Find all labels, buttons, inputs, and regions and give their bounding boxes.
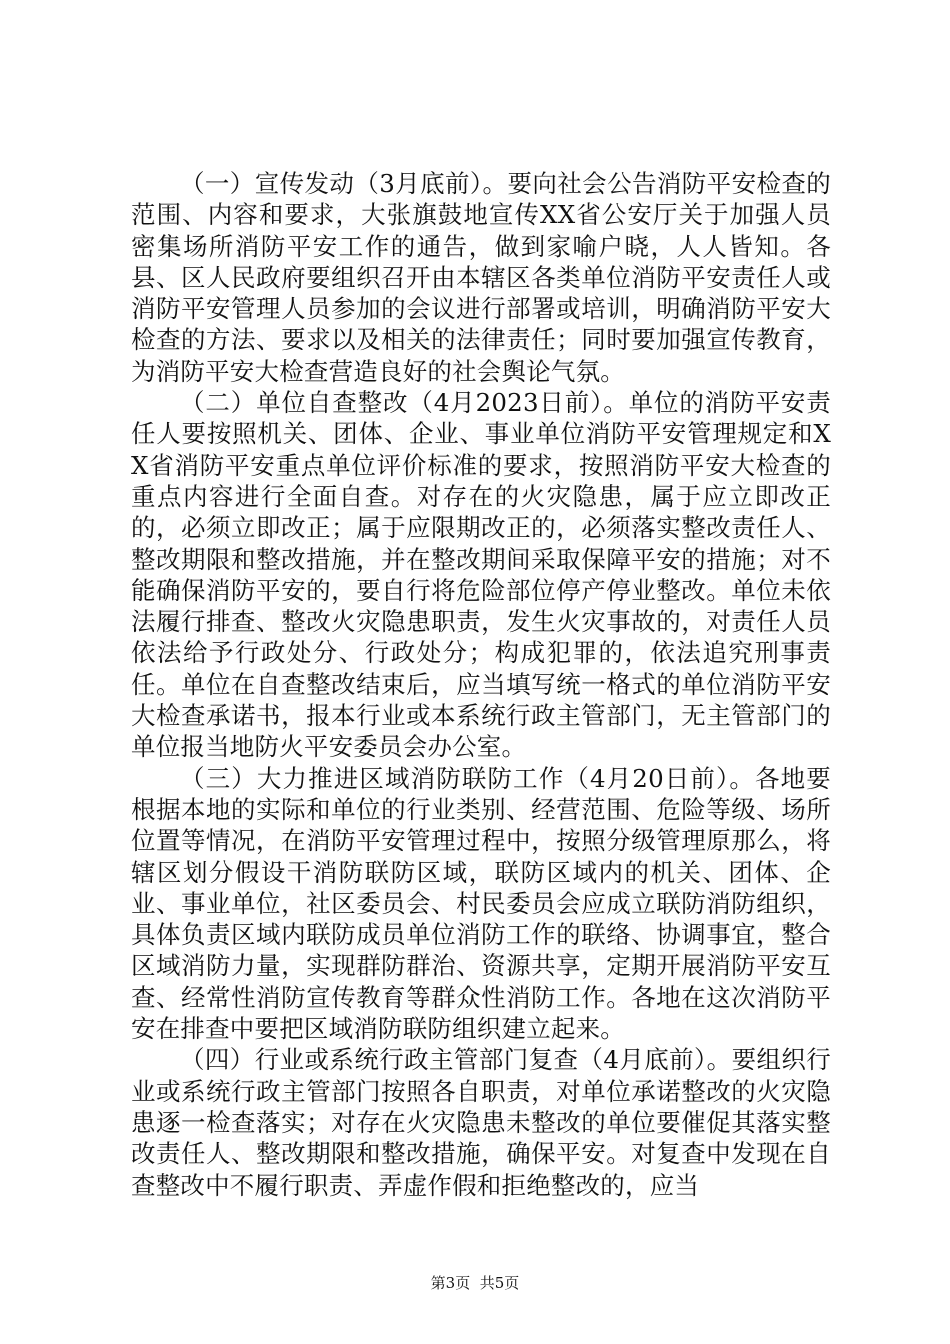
paragraph-1: （一）宣传发动（3月底前）。要向社会公告消防平安检查的范围、内容和要求，大张旗鼓地宣传XX省公安厅关于加强人员密集场所消防平安工作的通告，做到家喻户晓，人人皆知。各县、区人民政府要组织召开由本辖区各类单位消防平安责任人或消防平安管理人员参加的会议进行部署或培训，明确消防平安大检查的方法、要求以及相关的法律责任；同时要加强宣传教育，为消防平安大检查营造良好的社会舆论气氛。	[131, 169, 831, 386]
paragraph-3: （三）大力推进区域消防联防工作（4月20日前）。各地要根据本地的实际和单位的行业类别、经营范围、危险等级、场所位置等情况，在消防平安管理过程中，按照分级管理原那么，将辖区划分假设干消防联防区域，联防区域内的机关、团体、企业、事业单位，社区委员会、村民委员会应成立联防消防组织，具体负责区域内联防成员单位消防工作的联络、协调事宜，整合区域消防力量，实现群防群治、资源共享，定期开展消防平安互查、经常性消防宣传教育等群众性消防工作。各地在这次消防平安在排查中要把区域消防联防组织建立起来。	[131, 763, 831, 1044]
paragraph-4: （四）行业或系统行政主管部门复查（4月底前）。要组织行业或系统行政主管部门按照各自职责，对单位承诺整改的火灾隐患逐一检查落实；对存在火灾隐患未整改的单位要催促其落实整改责任人、整改期限和整改措施，确保平安。对复查中发现在自查整改中不履行职责、弄虚作假和拒绝整改的，应当	[131, 1045, 831, 1200]
document-body	[131, 168, 831, 1201]
page-footer	[0, 1273, 950, 1293]
paragraph-2: （二）单位自查整改（4月2023日前）。单位的消防平安责任人要按照机关、团体、企业、事业单位消防平安管理规定和XX省消防平安重点单位评价标准的要求，按照消防平安大检查的重点内容进行全面自查。对存在的火灾隐患，属于应立即改正的，必须立即改正；属于应限期改正的，必须落实整改责任人、整改期限和整改措施，并在整改期间采取保障平安的措施；对不能确保消防平安的，要自行将危险部位停产停业整改。单位未依法履行排查、整改火灾隐患职责，发生火灾事故的，对责任人员依法给予行政处分、行政处分；构成犯罪的，依法追究刑事责任。单位在自查整改结束后，应当填写统一格式的单位消防平安大检查承诺书，报本行业或本系统行政主管部门，无主管部门的单位报当地防火平安委员会办公室。	[131, 388, 831, 762]
page-number: 第3页	[430, 1274, 471, 1292]
page-total: 共5页	[479, 1274, 520, 1292]
